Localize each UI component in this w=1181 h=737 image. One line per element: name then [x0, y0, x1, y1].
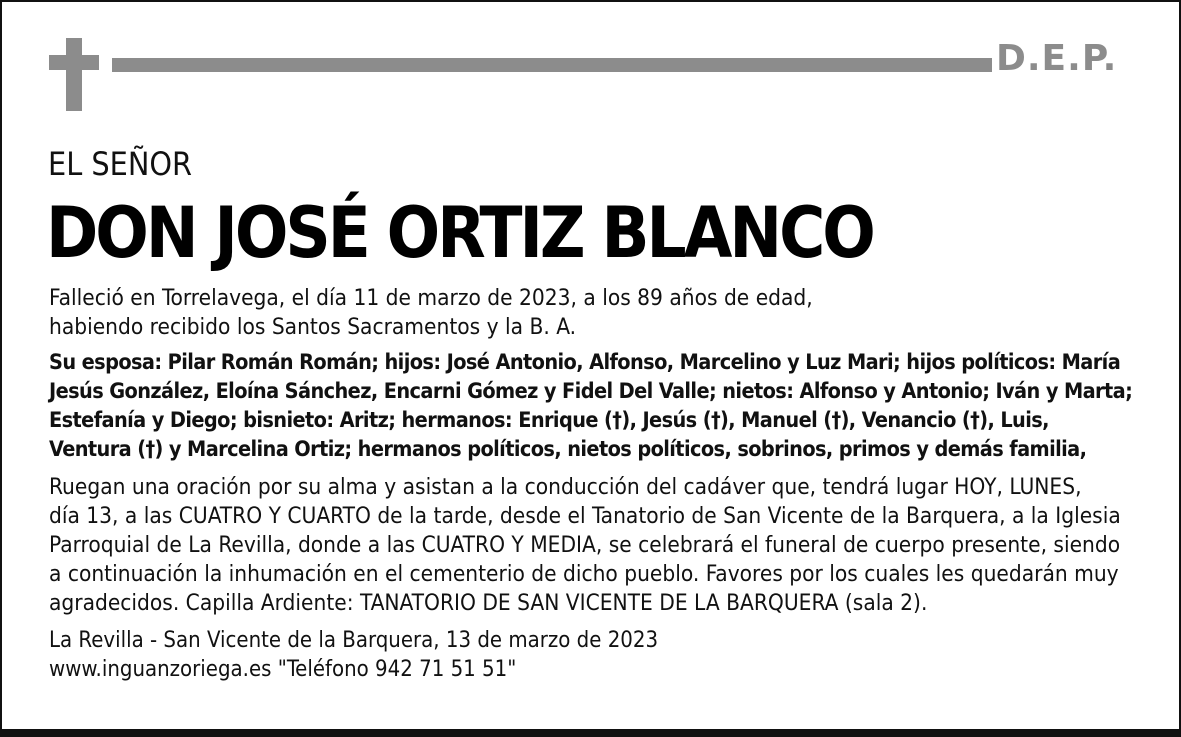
death-line: Falleció en Torrelavega, el día 11 de marzo de 2023, a los 89 años de edad,: [49, 285, 813, 311]
header-rule: [112, 58, 992, 72]
honorific-title: EL SEÑOR: [48, 145, 193, 183]
service-details: [49, 473, 1121, 618]
place-date: La Revilla - San Vicente de la Barquera, 13 de marzo de 2023: [49, 628, 659, 653]
family-line: Jesús González, Eloína Sánchez, Encarni Gómez y Fidel Del Valle; nietos: Alfonso y Antonio; Iván y Marta;: [49, 379, 1133, 404]
contact-line: www.inguanzoriega.es "Teléfono 942 71 51 51": [49, 657, 517, 682]
service-line: a continuación la inhumación en el cementerio de dicho pueblo. Favores por los cuales les quedarán muy: [49, 561, 1119, 587]
footer: [49, 626, 658, 684]
death-notice: [49, 284, 813, 342]
family-line: Ventura (†) y Marcelina Ortiz; hermanos políticos, nietos políticos, sobrinos, primos y demás familia,: [49, 437, 1087, 462]
dep-label: D.E.P.: [996, 38, 1118, 79]
service-line: Parroquial de La Revilla, donde a las CUATRO Y MEDIA, se celebrará el funeral de cuerpo presente, siendo: [49, 532, 1121, 558]
service-line: día 13, a las CUATRO Y CUARTO de la tarde, desde el Tanatorio de San Vicente de la Barquera, a la Iglesia: [49, 503, 1121, 529]
family-line: Estefanía y Diego; bisnieto: Aritz; hermanos: Enrique (†), Jesús (†), Manuel (†), Venancio (†), Luis,: [49, 408, 1049, 433]
cross-icon: [49, 38, 99, 111]
death-line: habiendo recibido los Santos Sacramentos y la B. A.: [49, 314, 577, 340]
cross-vertical-bar: [66, 38, 82, 111]
service-line: Ruegan una oración por su alma y asistan a la conducción del cadáver que, tendrá lugar HOY, LUNES,: [49, 474, 1082, 500]
family-list: [49, 348, 1132, 464]
cross-horizontal-bar: [49, 55, 99, 70]
service-line: agradecidos. Capilla Ardiente: TANATORIO DE SAN VICENTE DE LA BARQUERA (sala 2).: [49, 590, 928, 616]
family-line: Su esposa: Pilar Román Román; hijos: José Antonio, Alfonso, Marcelino y Luz Mari; hijos políticos: María: [49, 350, 1121, 375]
deceased-name: DON JOSÉ ORTIZ BLANCO: [46, 192, 873, 274]
